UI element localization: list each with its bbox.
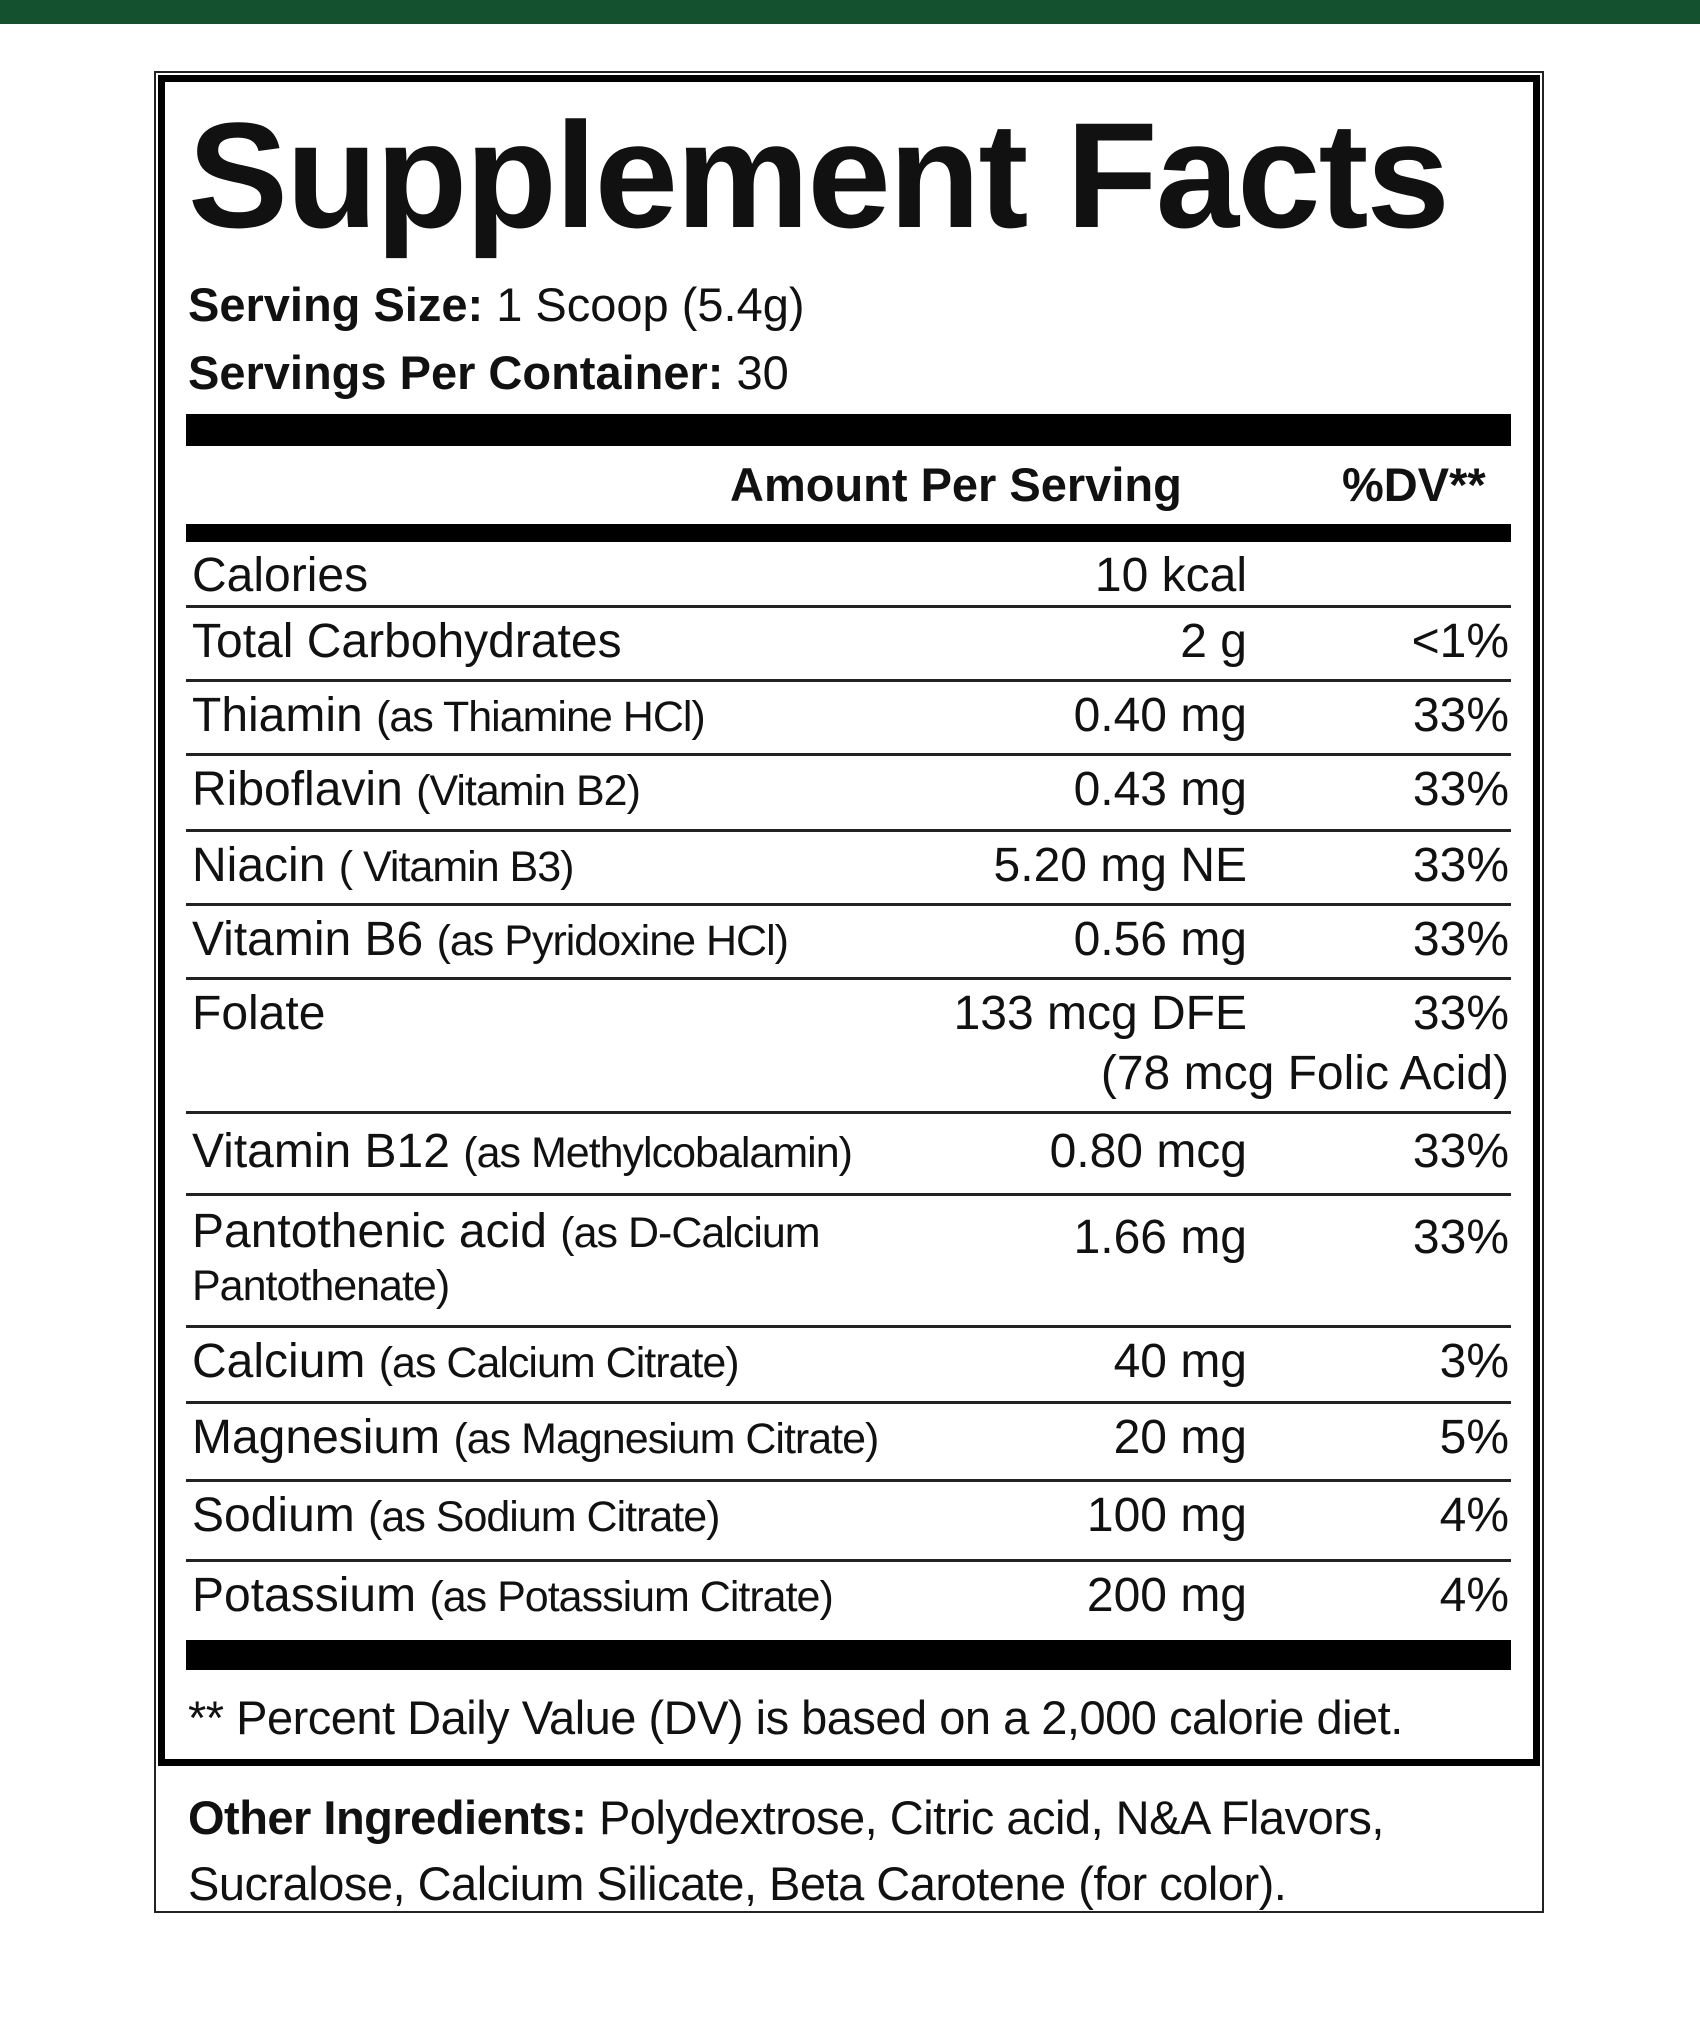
- nutrient-dv: <1%: [1411, 615, 1509, 668]
- nutrient-amount: 0.40 mg: [1073, 689, 1247, 742]
- nutrient-dv: 33%: [1412, 1125, 1509, 1178]
- other-ingredients-text: Polydextrose, Citric acid, N&A Flavors, Sucralose, Calcium Silicate, Beta Carotene (for color).: [188, 1791, 1384, 1910]
- table-row: [186, 832, 1511, 906]
- nutrient-name: Vitamin B12 (as Methylcobalamin): [192, 1125, 852, 1178]
- nutrient-amount: 200 mg: [1086, 1569, 1247, 1622]
- thick-divider-header: [186, 524, 1511, 542]
- nutrient-dv: 33%: [1412, 913, 1509, 966]
- nutrient-amount: 40 mg: [1113, 1335, 1247, 1388]
- dv-header: %DV**: [1342, 458, 1486, 511]
- nutrient-amount: 5.20 mg NE: [993, 839, 1247, 892]
- nutrient-dv: 33%: [1412, 689, 1509, 742]
- nutrient-amount: 0.56 mg: [1073, 913, 1247, 966]
- table-row: [186, 906, 1511, 980]
- nutrient-amount: 100 mg: [1086, 1489, 1247, 1542]
- table-row: [186, 1562, 1511, 1640]
- nutrient-name: Calories: [192, 549, 369, 602]
- nutrient-dv: 33%: [1412, 839, 1509, 892]
- top-bar: [0, 0, 1700, 24]
- serving-size-value: 1 Scoop (5.4g): [496, 278, 805, 331]
- nutrient-name: Total Carbohydrates: [192, 615, 622, 668]
- table-row: [186, 980, 1511, 1114]
- table-row: [186, 1196, 1511, 1328]
- other-ingredients-label: Other Ingredients:: [188, 1791, 587, 1844]
- nutrient-dv: 3%: [1439, 1335, 1509, 1388]
- nutrient-name: Calcium (as Calcium Citrate): [192, 1335, 739, 1388]
- thick-divider-bottom: [186, 1640, 1511, 1670]
- other-ingredients: [188, 1785, 1518, 1917]
- nutrient-name: Magnesium (as Magnesium Citrate): [192, 1411, 879, 1464]
- dv-footnote: ** Percent Daily Value (DV) is based on a 2,000 calorie diet.: [188, 1691, 1403, 1744]
- nutrient-name: Niacin ( Vitamin B3): [192, 839, 574, 892]
- nutrient-amount: 20 mg: [1113, 1411, 1247, 1464]
- nutrient-dv: 33%: [1412, 1211, 1509, 1264]
- nutrient-name: Vitamin B6 (as Pyridoxine HCl): [192, 913, 788, 966]
- nutrient-amount: 1.66 mg: [1073, 1211, 1247, 1264]
- nutrient-dv: 5%: [1439, 1411, 1509, 1464]
- nutrient-dv: 4%: [1439, 1489, 1509, 1542]
- serving-size: [188, 277, 805, 333]
- nutrient-name: Pantothenic acid (as D-Calcium Pantothenate): [192, 1205, 820, 1310]
- table-row: [186, 682, 1511, 756]
- nutrient-name: Potassium (as Potassium Citrate): [192, 1569, 833, 1622]
- table-row: [186, 608, 1511, 682]
- nutrient-amount: 2 g: [1180, 615, 1247, 668]
- table-row: [186, 542, 1511, 608]
- table-row: [186, 756, 1511, 832]
- nutrient-dv: 33%: [1412, 763, 1509, 816]
- panel-title: Supplement Facts: [188, 91, 1448, 259]
- amount-per-serving-header: Amount Per Serving: [730, 458, 1182, 511]
- nutrient-amount: 133 mcg DFE: [953, 987, 1247, 1040]
- table-row: [186, 1328, 1511, 1404]
- nutrient-name: Sodium (as Sodium Citrate): [192, 1489, 720, 1542]
- nutrient-dv: 4%: [1439, 1569, 1509, 1622]
- nutrient-name: Riboflavin (Vitamin B2): [192, 763, 640, 816]
- nutrient-amount: 10 kcal: [1094, 549, 1247, 602]
- nutrient-amount: 0.43 mg: [1073, 763, 1247, 816]
- table-row: [186, 1114, 1511, 1196]
- nutrient-name: Thiamin (as Thiamine HCl): [192, 689, 705, 742]
- table-row: [186, 1482, 1511, 1562]
- servings-per-container-value: 30: [736, 346, 789, 399]
- nutrient-amount: 0.80 mcg: [1049, 1125, 1247, 1178]
- nutrient-dv: 33%: [1412, 987, 1509, 1040]
- nutrient-extra: (78 mcg Folic Acid): [1100, 1047, 1509, 1100]
- nutrient-name: Folate: [192, 987, 326, 1040]
- servings-per-container: [188, 345, 789, 401]
- servings-per-container-label: Servings Per Container:: [188, 346, 724, 399]
- thick-divider-top: [186, 414, 1511, 446]
- table-row: [186, 1404, 1511, 1482]
- serving-size-label: Serving Size:: [188, 278, 484, 331]
